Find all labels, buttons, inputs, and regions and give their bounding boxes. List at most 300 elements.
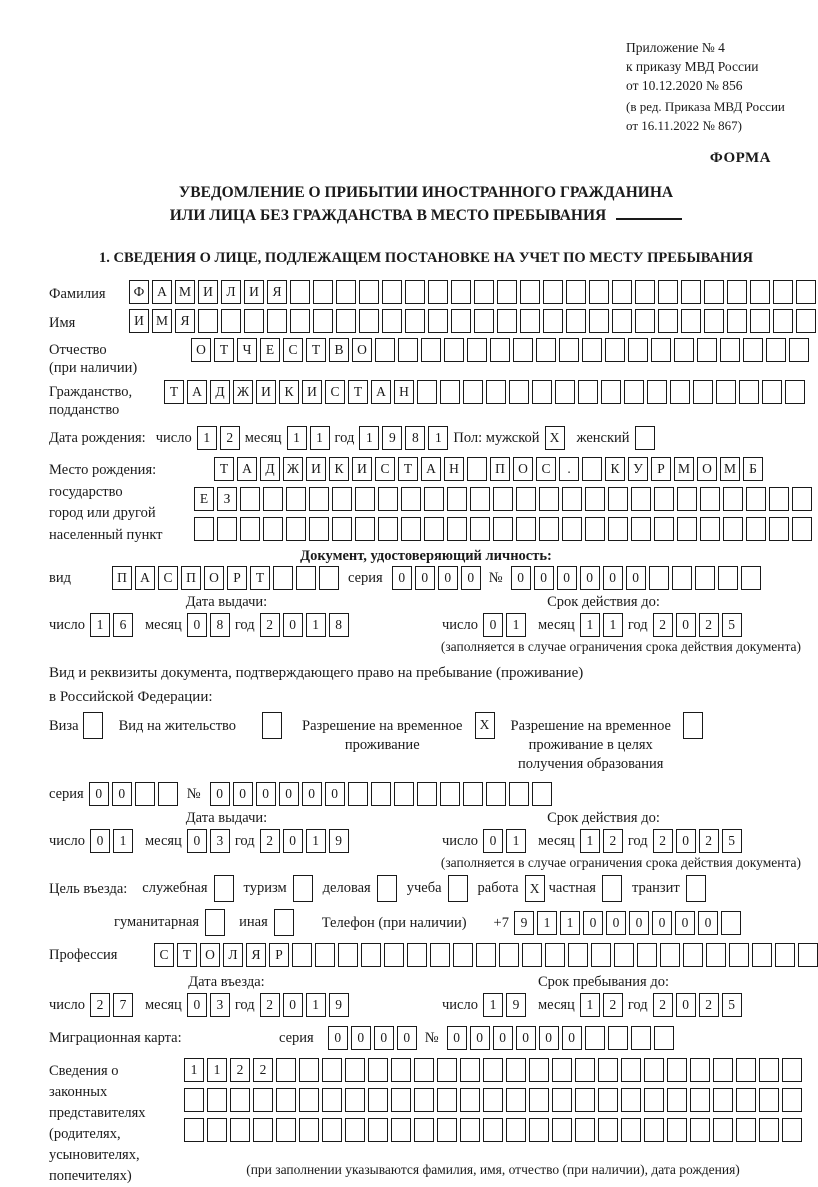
form-cell[interactable] <box>759 1058 779 1082</box>
form-cell[interactable]: С <box>536 457 556 481</box>
form-cell[interactable] <box>359 309 379 333</box>
form-cell[interactable] <box>543 309 563 333</box>
form-cell[interactable] <box>336 280 356 304</box>
form-cell[interactable] <box>631 517 651 541</box>
form-cell[interactable] <box>727 280 747 304</box>
form-cell[interactable] <box>253 1118 273 1142</box>
form-cell[interactable]: 0 <box>89 782 109 806</box>
form-cell[interactable] <box>276 1088 296 1112</box>
form-cell[interactable] <box>467 457 487 481</box>
form-cell[interactable]: 0 <box>187 613 207 637</box>
form-cell[interactable] <box>713 1118 733 1142</box>
form-cell[interactable] <box>601 380 621 404</box>
form-cell[interactable] <box>635 280 655 304</box>
form-cell[interactable] <box>667 1118 687 1142</box>
form-cell[interactable] <box>414 1088 434 1112</box>
form-cell[interactable] <box>401 517 421 541</box>
form-cell[interactable]: 0 <box>302 782 322 806</box>
form-cell[interactable] <box>322 1088 342 1112</box>
form-cell[interactable] <box>621 1058 641 1082</box>
form-cell[interactable] <box>647 380 667 404</box>
form-cell[interactable]: 5 <box>722 829 742 853</box>
form-cell[interactable]: 2 <box>699 613 719 637</box>
form-cell[interactable] <box>568 943 588 967</box>
form-cell[interactable]: Ф <box>129 280 149 304</box>
form-cell[interactable] <box>497 280 517 304</box>
form-cell[interactable] <box>490 338 510 362</box>
form-cell[interactable]: Т <box>164 380 184 404</box>
form-cell[interactable] <box>752 943 772 967</box>
form-cell[interactable] <box>428 309 448 333</box>
form-cell[interactable]: 9 <box>514 911 534 935</box>
form-cell[interactable] <box>319 566 339 590</box>
form-cell[interactable] <box>493 487 513 511</box>
form-cell[interactable]: И <box>244 280 264 304</box>
form-cell[interactable]: 1 <box>506 829 526 853</box>
form-cell[interactable]: 0 <box>562 1026 582 1050</box>
form-cell[interactable] <box>539 517 559 541</box>
form-cell[interactable]: К <box>279 380 299 404</box>
form-cell[interactable] <box>421 338 441 362</box>
form-cell[interactable] <box>207 1118 227 1142</box>
form-cell[interactable] <box>470 487 490 511</box>
form-cell[interactable]: С <box>158 566 178 590</box>
form-cell[interactable]: Т <box>348 380 368 404</box>
form-cell[interactable]: 0 <box>279 782 299 806</box>
form-cell[interactable] <box>184 1118 204 1142</box>
form-cell[interactable]: С <box>325 380 345 404</box>
form-cell[interactable] <box>414 1118 434 1142</box>
form-cell[interactable]: 0 <box>603 566 623 590</box>
form-cell[interactable] <box>474 309 494 333</box>
form-cell[interactable] <box>135 782 155 806</box>
form-cell[interactable] <box>635 309 655 333</box>
form-cell[interactable]: 0 <box>675 911 695 935</box>
form-cell[interactable]: 0 <box>534 566 554 590</box>
form-cell[interactable] <box>585 517 605 541</box>
form-cell[interactable] <box>654 1026 674 1050</box>
form-cell[interactable]: Т <box>214 338 234 362</box>
form-cell[interactable]: 1 <box>90 613 110 637</box>
form-cell[interactable]: 0 <box>483 829 503 853</box>
form-cell[interactable]: П <box>112 566 132 590</box>
form-cell[interactable] <box>437 1088 457 1112</box>
form-cell[interactable]: З <box>217 487 237 511</box>
form-cell[interactable] <box>499 943 519 967</box>
form-cell[interactable] <box>683 943 703 967</box>
form-cell[interactable]: 2 <box>260 829 280 853</box>
form-cell[interactable]: И <box>302 380 322 404</box>
form-cell[interactable] <box>375 338 395 362</box>
form-cell[interactable] <box>792 517 812 541</box>
form-cell[interactable] <box>743 338 763 362</box>
form-cell[interactable] <box>670 380 690 404</box>
form-cell[interactable]: 8 <box>329 613 349 637</box>
form-cell[interactable] <box>736 1058 756 1082</box>
form-cell[interactable]: Ч <box>237 338 257 362</box>
form-cell[interactable]: 0 <box>583 911 603 935</box>
form-cell[interactable] <box>407 943 427 967</box>
form-cell[interactable] <box>566 280 586 304</box>
form-cell[interactable]: 1 <box>483 993 503 1017</box>
form-cell[interactable] <box>230 1118 250 1142</box>
form-cell[interactable] <box>552 1058 572 1082</box>
form-cell[interactable] <box>644 1088 664 1112</box>
form-cell[interactable]: X <box>545 426 565 450</box>
form-cell[interactable] <box>444 338 464 362</box>
form-cell[interactable] <box>483 1058 503 1082</box>
form-cell[interactable] <box>720 338 740 362</box>
form-cell[interactable]: 2 <box>653 993 673 1017</box>
form-cell[interactable]: 0 <box>447 1026 467 1050</box>
form-cell[interactable] <box>230 1088 250 1112</box>
form-cell[interactable] <box>562 487 582 511</box>
form-cell[interactable] <box>513 338 533 362</box>
form-cell[interactable]: М <box>720 457 740 481</box>
form-cell[interactable]: 1 <box>359 426 379 450</box>
form-cell[interactable]: М <box>674 457 694 481</box>
form-cell[interactable]: 0 <box>210 782 230 806</box>
form-cell[interactable]: В <box>329 338 349 362</box>
form-cell[interactable] <box>263 517 283 541</box>
form-cell[interactable] <box>355 487 375 511</box>
form-cell[interactable]: 1 <box>580 993 600 1017</box>
form-cell[interactable] <box>769 487 789 511</box>
form-cell[interactable] <box>741 566 761 590</box>
form-cell[interactable] <box>424 517 444 541</box>
form-cell[interactable] <box>562 517 582 541</box>
form-cell[interactable]: Д <box>210 380 230 404</box>
form-cell[interactable] <box>506 1058 526 1082</box>
form-cell[interactable] <box>417 782 437 806</box>
form-cell[interactable]: 0 <box>676 993 696 1017</box>
form-cell[interactable] <box>578 380 598 404</box>
form-cell[interactable]: 1 <box>560 911 580 935</box>
form-cell[interactable] <box>739 380 759 404</box>
form-cell[interactable]: 0 <box>90 829 110 853</box>
form-cell[interactable] <box>207 1088 227 1112</box>
form-cell[interactable]: 1 <box>287 426 307 450</box>
form-cell[interactable] <box>292 943 312 967</box>
form-cell[interactable] <box>345 1088 365 1112</box>
form-cell[interactable]: У <box>628 457 648 481</box>
form-cell[interactable] <box>654 487 674 511</box>
form-cell[interactable] <box>566 309 586 333</box>
form-cell[interactable]: П <box>490 457 510 481</box>
form-cell[interactable] <box>667 1058 687 1082</box>
form-cell[interactable] <box>532 380 552 404</box>
form-cell[interactable]: 2 <box>230 1058 250 1082</box>
form-cell[interactable] <box>677 517 697 541</box>
form-cell[interactable]: 0 <box>606 911 626 935</box>
form-cell[interactable] <box>612 309 632 333</box>
form-cell[interactable]: 9 <box>329 993 349 1017</box>
form-cell[interactable]: 0 <box>676 829 696 853</box>
form-cell[interactable]: 1 <box>113 829 133 853</box>
form-cell[interactable] <box>723 517 743 541</box>
form-cell[interactable]: Т <box>177 943 197 967</box>
form-cell[interactable]: Т <box>306 338 326 362</box>
form-cell[interactable]: 1 <box>184 1058 204 1082</box>
form-cell[interactable] <box>509 380 529 404</box>
form-cell[interactable]: 5 <box>722 613 742 637</box>
form-cell[interactable]: И <box>256 380 276 404</box>
form-cell[interactable]: Ж <box>233 380 253 404</box>
form-cell[interactable] <box>667 1088 687 1112</box>
form-cell[interactable]: 8 <box>210 613 230 637</box>
form-cell[interactable]: 0 <box>256 782 276 806</box>
form-cell[interactable]: 0 <box>397 1026 417 1050</box>
form-cell[interactable] <box>286 517 306 541</box>
form-cell[interactable] <box>253 1088 273 1112</box>
form-cell[interactable] <box>736 1118 756 1142</box>
form-cell[interactable] <box>273 566 293 590</box>
form-cell[interactable] <box>405 309 425 333</box>
form-cell[interactable] <box>796 280 816 304</box>
form-cell[interactable] <box>184 1088 204 1112</box>
form-cell[interactable]: 0 <box>415 566 435 590</box>
form-cell[interactable] <box>759 1088 779 1112</box>
form-cell[interactable]: 1 <box>306 613 326 637</box>
form-cell[interactable]: С <box>375 457 395 481</box>
form-cell[interactable]: 0 <box>187 993 207 1017</box>
form-cell[interactable] <box>658 280 678 304</box>
form-cell[interactable] <box>158 782 178 806</box>
form-cell[interactable] <box>693 380 713 404</box>
form-cell[interactable]: 0 <box>483 613 503 637</box>
form-cell[interactable] <box>798 943 818 967</box>
form-cell[interactable] <box>451 309 471 333</box>
form-cell[interactable] <box>483 1118 503 1142</box>
form-cell[interactable]: 3 <box>210 829 230 853</box>
form-cell[interactable]: Р <box>269 943 289 967</box>
form-cell[interactable] <box>769 517 789 541</box>
form-cell[interactable] <box>582 338 602 362</box>
form-cell[interactable] <box>773 280 793 304</box>
form-cell[interactable]: О <box>200 943 220 967</box>
form-cell[interactable] <box>368 1118 388 1142</box>
form-cell[interactable]: К <box>329 457 349 481</box>
form-cell[interactable] <box>391 1058 411 1082</box>
form-cell[interactable] <box>598 1088 618 1112</box>
form-cell[interactable]: 9 <box>329 829 349 853</box>
form-cell[interactable] <box>552 1118 572 1142</box>
form-cell[interactable]: 8 <box>405 426 425 450</box>
form-cell[interactable]: 1 <box>537 911 557 935</box>
form-cell[interactable]: Я <box>267 280 287 304</box>
form-cell[interactable] <box>713 1058 733 1082</box>
form-cell[interactable] <box>723 487 743 511</box>
form-cell[interactable] <box>608 1026 628 1050</box>
form-cell[interactable]: 2 <box>253 1058 273 1082</box>
form-cell[interactable]: 0 <box>392 566 412 590</box>
form-cell[interactable]: 0 <box>698 911 718 935</box>
form-cell[interactable]: 0 <box>580 566 600 590</box>
form-cell[interactable] <box>276 1058 296 1082</box>
form-cell[interactable]: X <box>525 875 545 902</box>
form-cell[interactable] <box>529 1058 549 1082</box>
form-cell[interactable]: 1 <box>306 829 326 853</box>
form-cell[interactable] <box>695 566 715 590</box>
form-cell[interactable]: 0 <box>283 829 303 853</box>
form-cell[interactable] <box>608 487 628 511</box>
form-cell[interactable] <box>608 517 628 541</box>
form-cell[interactable] <box>683 712 703 739</box>
form-cell[interactable]: 3 <box>210 993 230 1017</box>
form-cell[interactable] <box>437 1058 457 1082</box>
form-cell[interactable]: 0 <box>233 782 253 806</box>
form-cell[interactable] <box>214 875 234 902</box>
form-cell[interactable] <box>716 380 736 404</box>
form-cell[interactable] <box>384 943 404 967</box>
form-cell[interactable] <box>417 380 437 404</box>
form-cell[interactable]: П <box>181 566 201 590</box>
form-cell[interactable]: И <box>352 457 372 481</box>
form-cell[interactable]: 1 <box>603 613 623 637</box>
form-cell[interactable] <box>267 309 287 333</box>
form-cell[interactable] <box>602 875 622 902</box>
form-cell[interactable] <box>700 517 720 541</box>
form-cell[interactable]: И <box>198 280 218 304</box>
form-cell[interactable] <box>290 280 310 304</box>
form-cell[interactable] <box>293 875 313 902</box>
form-cell[interactable]: О <box>352 338 372 362</box>
form-cell[interactable] <box>575 1058 595 1082</box>
form-cell[interactable] <box>263 487 283 511</box>
form-cell[interactable]: 0 <box>511 566 531 590</box>
form-cell[interactable] <box>428 280 448 304</box>
form-cell[interactable]: 2 <box>260 613 280 637</box>
form-cell[interactable]: А <box>237 457 257 481</box>
form-cell[interactable] <box>382 280 402 304</box>
form-cell[interactable] <box>451 280 471 304</box>
form-cell[interactable] <box>658 309 678 333</box>
form-cell[interactable]: С <box>283 338 303 362</box>
form-cell[interactable] <box>686 875 706 902</box>
form-cell[interactable] <box>221 309 241 333</box>
form-cell[interactable]: 9 <box>382 426 402 450</box>
form-cell[interactable] <box>401 487 421 511</box>
form-cell[interactable]: К <box>605 457 625 481</box>
form-cell[interactable] <box>729 943 749 967</box>
form-cell[interactable] <box>309 517 329 541</box>
form-cell[interactable] <box>486 782 506 806</box>
form-cell[interactable] <box>746 487 766 511</box>
form-cell[interactable] <box>681 309 701 333</box>
form-cell[interactable] <box>315 943 335 967</box>
form-cell[interactable] <box>345 1058 365 1082</box>
form-cell[interactable]: 1 <box>310 426 330 450</box>
form-cell[interactable] <box>536 338 556 362</box>
form-cell[interactable] <box>520 309 540 333</box>
form-cell[interactable]: 0 <box>374 1026 394 1050</box>
form-cell[interactable] <box>83 712 103 739</box>
form-cell[interactable] <box>414 1058 434 1082</box>
form-cell[interactable] <box>276 1118 296 1142</box>
form-cell[interactable] <box>506 1088 526 1112</box>
form-cell[interactable] <box>516 517 536 541</box>
form-cell[interactable] <box>453 943 473 967</box>
form-cell[interactable]: 0 <box>283 613 303 637</box>
form-cell[interactable] <box>746 517 766 541</box>
form-cell[interactable]: 2 <box>699 829 719 853</box>
form-cell[interactable] <box>539 487 559 511</box>
form-cell[interactable] <box>463 782 483 806</box>
form-cell[interactable] <box>437 1118 457 1142</box>
form-cell[interactable] <box>766 338 786 362</box>
form-cell[interactable] <box>585 487 605 511</box>
form-cell[interactable] <box>391 1088 411 1112</box>
form-cell[interactable] <box>621 1088 641 1112</box>
form-cell[interactable]: Н <box>444 457 464 481</box>
form-cell[interactable]: 0 <box>493 1026 513 1050</box>
form-cell[interactable]: 1 <box>580 829 600 853</box>
form-cell[interactable]: О <box>513 457 533 481</box>
form-cell[interactable] <box>575 1088 595 1112</box>
form-cell[interactable] <box>355 517 375 541</box>
form-cell[interactable]: Я <box>246 943 266 967</box>
form-cell[interactable]: Т <box>398 457 418 481</box>
form-cell[interactable]: А <box>135 566 155 590</box>
form-cell[interactable] <box>467 338 487 362</box>
form-cell[interactable] <box>322 1058 342 1082</box>
form-cell[interactable]: 0 <box>676 613 696 637</box>
form-cell[interactable]: 0 <box>461 566 481 590</box>
form-cell[interactable] <box>493 517 513 541</box>
form-cell[interactable] <box>244 309 264 333</box>
form-cell[interactable] <box>635 426 655 450</box>
form-cell[interactable] <box>690 1118 710 1142</box>
form-cell[interactable] <box>470 517 490 541</box>
form-cell[interactable]: А <box>371 380 391 404</box>
form-cell[interactable] <box>598 1058 618 1082</box>
form-cell[interactable] <box>497 309 517 333</box>
form-cell[interactable] <box>681 280 701 304</box>
form-cell[interactable] <box>286 487 306 511</box>
form-cell[interactable]: Я <box>175 309 195 333</box>
form-cell[interactable] <box>690 1088 710 1112</box>
form-cell[interactable] <box>378 517 398 541</box>
form-cell[interactable] <box>447 487 467 511</box>
form-cell[interactable] <box>792 487 812 511</box>
form-cell[interactable]: 2 <box>603 993 623 1017</box>
form-cell[interactable] <box>677 487 697 511</box>
form-cell[interactable] <box>637 943 657 967</box>
form-cell[interactable] <box>516 487 536 511</box>
form-cell[interactable] <box>460 1118 480 1142</box>
form-cell[interactable]: 0 <box>112 782 132 806</box>
form-cell[interactable]: 0 <box>328 1026 348 1050</box>
form-cell[interactable] <box>612 280 632 304</box>
form-cell[interactable]: 1 <box>197 426 217 450</box>
form-cell[interactable]: С <box>154 943 174 967</box>
form-cell[interactable] <box>762 380 782 404</box>
form-cell[interactable] <box>796 309 816 333</box>
form-cell[interactable] <box>785 380 805 404</box>
form-cell[interactable] <box>290 309 310 333</box>
form-cell[interactable]: X <box>475 712 495 739</box>
form-cell[interactable] <box>782 1088 802 1112</box>
form-cell[interactable] <box>394 782 414 806</box>
form-cell[interactable] <box>644 1118 664 1142</box>
form-cell[interactable] <box>589 280 609 304</box>
form-cell[interactable]: Р <box>227 566 247 590</box>
form-cell[interactable] <box>299 1088 319 1112</box>
form-cell[interactable] <box>718 566 738 590</box>
form-cell[interactable]: Л <box>223 943 243 967</box>
form-cell[interactable] <box>543 280 563 304</box>
form-cell[interactable]: 0 <box>557 566 577 590</box>
